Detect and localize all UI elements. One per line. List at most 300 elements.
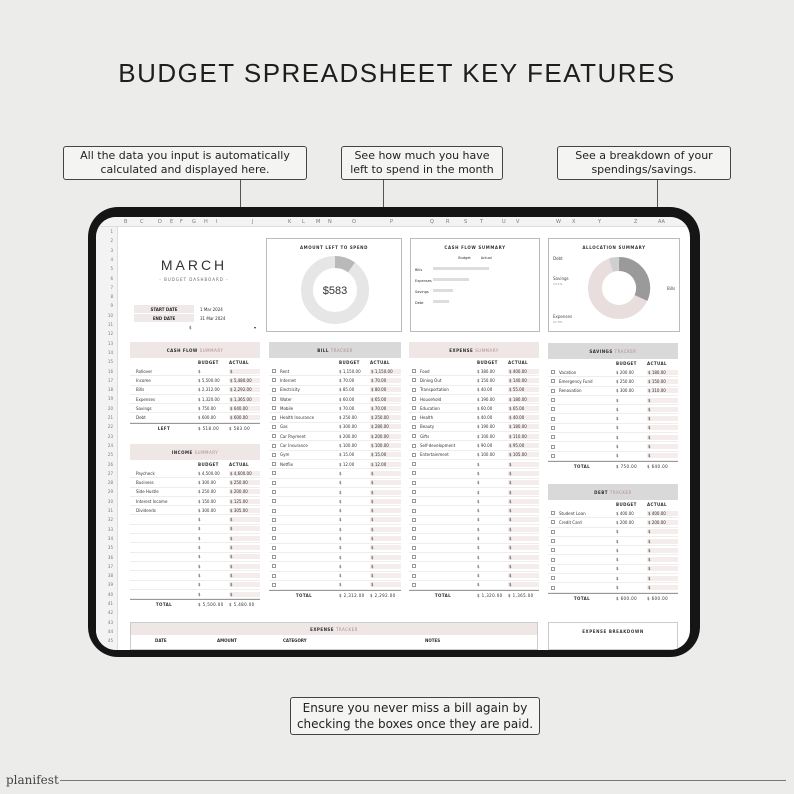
- row-actual[interactable]: $: [508, 545, 539, 550]
- currency-select[interactable]: $ ▾: [189, 324, 256, 330]
- row-actual[interactable]: $ 180.00: [508, 397, 539, 402]
- row-header[interactable]: 37: [107, 563, 113, 569]
- row-actual[interactable]: $: [647, 585, 678, 590]
- row-actual[interactable]: $ 4,600.00: [229, 471, 260, 476]
- row-actual[interactable]: $: [370, 499, 401, 504]
- column-header[interactable]: L: [302, 219, 305, 225]
- column-header[interactable]: T: [480, 219, 484, 225]
- row-actual[interactable]: $: [229, 582, 260, 587]
- row-budget[interactable]: $: [477, 563, 480, 569]
- row-header[interactable]: 8: [110, 294, 113, 300]
- row-actual[interactable]: $: [370, 555, 401, 560]
- paid-checkbox[interactable]: [551, 586, 555, 590]
- row-actual[interactable]: $ 40.00: [508, 415, 539, 420]
- paid-checkbox[interactable]: [551, 389, 555, 393]
- row-actual[interactable]: $ 1,365.00: [229, 397, 260, 402]
- row-actual[interactable]: $: [508, 490, 539, 495]
- paid-checkbox[interactable]: [551, 379, 555, 383]
- row-actual[interactable]: $ 95.00: [508, 443, 539, 448]
- row-actual[interactable]: $: [370, 545, 401, 550]
- paid-checkbox[interactable]: [272, 471, 276, 475]
- row-actual[interactable]: $: [370, 536, 401, 541]
- row-budget[interactable]: $: [477, 461, 480, 467]
- row-actual[interactable]: $: [647, 453, 678, 458]
- row-actual[interactable]: $: [370, 527, 401, 532]
- row-budget[interactable]: $ 100.00: [339, 443, 357, 449]
- row-actual[interactable]: $: [370, 582, 401, 587]
- row-budget[interactable]: $: [477, 480, 480, 486]
- paid-checkbox[interactable]: [272, 462, 276, 466]
- paid-checkbox[interactable]: [272, 546, 276, 550]
- row-actual[interactable]: $: [647, 539, 678, 544]
- row-budget[interactable]: $: [616, 416, 619, 422]
- row-actual[interactable]: $: [647, 435, 678, 440]
- row-actual[interactable]: $ 140.00: [508, 378, 539, 383]
- row-actual[interactable]: $: [370, 564, 401, 569]
- paid-checkbox[interactable]: [412, 453, 416, 457]
- row-actual[interactable]: $: [508, 480, 539, 485]
- row-header[interactable]: 2: [110, 238, 113, 244]
- row-header[interactable]: 13: [107, 340, 113, 346]
- paid-checkbox[interactable]: [272, 444, 276, 448]
- row-actual[interactable]: $: [229, 573, 260, 578]
- row-budget[interactable]: $: [198, 591, 201, 597]
- row-budget[interactable]: $: [477, 535, 480, 541]
- row-budget[interactable]: $ 40.00: [477, 387, 493, 393]
- row-name[interactable]: Health Insurance: [280, 415, 315, 421]
- row-budget[interactable]: $ 5,500.00: [198, 377, 220, 383]
- row-actual[interactable]: $ 110.00: [508, 434, 539, 439]
- row-name[interactable]: Car Insurance: [280, 443, 308, 449]
- row-budget[interactable]: $: [339, 498, 342, 504]
- paid-checkbox[interactable]: [551, 511, 555, 515]
- row-header[interactable]: 32: [107, 517, 113, 523]
- paid-checkbox[interactable]: [412, 471, 416, 475]
- column-header[interactable]: F: [180, 219, 183, 225]
- row-actual[interactable]: $: [508, 582, 539, 587]
- row-budget[interactable]: $: [616, 425, 619, 431]
- paid-checkbox[interactable]: [272, 425, 276, 429]
- row-budget[interactable]: $: [198, 526, 201, 532]
- row-budget[interactable]: $ 2,312.00: [198, 387, 220, 393]
- row-budget[interactable]: $ 300.00: [198, 507, 216, 513]
- row-actual[interactable]: $: [647, 548, 678, 553]
- row-actual[interactable]: $: [508, 471, 539, 476]
- paid-checkbox[interactable]: [412, 369, 416, 373]
- row-name[interactable]: Beauty: [420, 424, 435, 430]
- row-budget[interactable]: $: [477, 498, 480, 504]
- row-actual[interactable]: $ 2,292.00: [229, 387, 260, 392]
- end-date-field[interactable]: END DATE 31 Mar 2024: [134, 314, 260, 322]
- paid-checkbox[interactable]: [551, 576, 555, 580]
- row-actual[interactable]: $ 15.00: [370, 452, 401, 457]
- row-actual[interactable]: $: [647, 529, 678, 534]
- row-header[interactable]: 30: [107, 498, 113, 504]
- row-budget[interactable]: $ 60.00: [477, 405, 493, 411]
- row-budget[interactable]: $ 190.00: [477, 424, 495, 430]
- row-name[interactable]: Debt: [136, 415, 146, 421]
- row-budget[interactable]: $ 70.00: [339, 405, 355, 411]
- row-header[interactable]: 41: [107, 601, 113, 606]
- row-budget[interactable]: $: [477, 545, 480, 551]
- row-actual[interactable]: $ 1,150.00: [370, 369, 401, 374]
- row-budget[interactable]: $: [616, 444, 619, 450]
- paid-checkbox[interactable]: [551, 539, 555, 543]
- row-budget[interactable]: $ 85.00: [339, 387, 355, 393]
- row-name[interactable]: Credit Card: [559, 519, 582, 525]
- paid-checkbox[interactable]: [551, 370, 555, 374]
- paid-checkbox[interactable]: [412, 490, 416, 494]
- row-budget[interactable]: $: [616, 453, 619, 459]
- column-header[interactable]: AA: [658, 219, 665, 225]
- row-actual[interactable]: $: [229, 517, 260, 522]
- row-budget[interactable]: $: [616, 434, 619, 440]
- row-budget[interactable]: $: [198, 554, 201, 560]
- row-budget[interactable]: $: [339, 545, 342, 551]
- row-actual[interactable]: $: [370, 573, 401, 578]
- paid-checkbox[interactable]: [272, 378, 276, 382]
- paid-checkbox[interactable]: [551, 407, 555, 411]
- row-budget[interactable]: $ 250.00: [198, 489, 216, 495]
- column-header[interactable]: R: [446, 219, 450, 225]
- row-actual[interactable]: $: [229, 536, 260, 541]
- row-budget[interactable]: $ 250.00: [616, 378, 634, 384]
- paid-checkbox[interactable]: [412, 536, 416, 540]
- row-actual[interactable]: $: [508, 536, 539, 541]
- row-actual[interactable]: $ 600.00: [229, 415, 260, 420]
- paid-checkbox[interactable]: [412, 425, 416, 429]
- column-header[interactable]: V: [516, 219, 520, 225]
- row-actual[interactable]: $: [370, 471, 401, 476]
- row-actual[interactable]: $: [647, 566, 678, 571]
- row-actual[interactable]: $: [647, 576, 678, 581]
- row-actual[interactable]: $ 200.00: [370, 434, 401, 439]
- row-actual[interactable]: $: [647, 407, 678, 412]
- paid-checkbox[interactable]: [272, 536, 276, 540]
- paid-checkbox[interactable]: [412, 509, 416, 513]
- row-budget[interactable]: $: [616, 566, 619, 572]
- row-name[interactable]: Rollover: [136, 368, 153, 374]
- row-actual[interactable]: $ 200.00: [647, 520, 678, 525]
- paid-checkbox[interactable]: [412, 462, 416, 466]
- row-budget[interactable]: $ 200.00: [616, 519, 634, 525]
- row-header[interactable]: 6: [110, 275, 113, 281]
- paid-checkbox[interactable]: [551, 435, 555, 439]
- row-header[interactable]: 5: [110, 266, 113, 272]
- paid-checkbox[interactable]: [272, 406, 276, 410]
- row-name[interactable]: Food: [420, 368, 430, 374]
- row-name[interactable]: Water: [280, 396, 292, 402]
- row-actual[interactable]: $ 310.00: [647, 388, 678, 393]
- paid-checkbox[interactable]: [412, 378, 416, 382]
- row-actual[interactable]: $ 125.00: [229, 499, 260, 504]
- row-name[interactable]: Entertainment: [420, 452, 449, 458]
- row-header[interactable]: 45: [107, 638, 113, 644]
- row-actual[interactable]: $: [508, 564, 539, 569]
- row-name[interactable]: Business: [136, 479, 154, 485]
- start-date-field[interactable]: START DATE 1 Mar 2024: [134, 305, 260, 313]
- row-actual[interactable]: $ 400.00: [508, 369, 539, 374]
- row-actual[interactable]: $: [229, 369, 260, 374]
- row-actual[interactable]: $: [647, 557, 678, 562]
- row-header[interactable]: 26: [107, 461, 113, 467]
- row-budget[interactable]: $ 300.00: [616, 388, 634, 394]
- paid-checkbox[interactable]: [272, 490, 276, 494]
- paid-checkbox[interactable]: [551, 558, 555, 562]
- row-budget[interactable]: $: [339, 517, 342, 523]
- row-actual[interactable]: $ 65.00: [508, 406, 539, 411]
- row-header[interactable]: 42: [107, 610, 113, 616]
- row-name[interactable]: Interest Income: [136, 498, 168, 504]
- paid-checkbox[interactable]: [412, 583, 416, 587]
- row-name[interactable]: Car Payment: [280, 433, 306, 439]
- row-header[interactable]: 44: [107, 628, 113, 634]
- row-actual[interactable]: $ 305.00: [229, 508, 260, 513]
- row-name[interactable]: Emergency Fund: [559, 378, 593, 384]
- row-budget[interactable]: $ 100.00: [477, 433, 495, 439]
- row-budget[interactable]: $: [198, 517, 201, 523]
- row-actual[interactable]: $: [508, 462, 539, 467]
- row-header[interactable]: 20: [107, 405, 113, 411]
- row-name[interactable]: Dining Out: [420, 377, 442, 383]
- row-actual[interactable]: $ 250.00: [229, 480, 260, 485]
- row-actual[interactable]: $: [229, 564, 260, 569]
- row-actual[interactable]: $: [370, 480, 401, 485]
- row-actual[interactable]: $ 80.00: [370, 387, 401, 392]
- row-budget[interactable]: $ 60.00: [339, 396, 355, 402]
- paid-checkbox[interactable]: [272, 369, 276, 373]
- row-header[interactable]: 17: [107, 377, 113, 383]
- row-header[interactable]: 19: [107, 396, 113, 402]
- row-budget[interactable]: $ 300.00: [339, 424, 357, 430]
- column-header[interactable]: E: [170, 219, 174, 225]
- row-header[interactable]: 39: [107, 582, 113, 588]
- row-actual[interactable]: $: [508, 573, 539, 578]
- paid-checkbox[interactable]: [272, 481, 276, 485]
- paid-checkbox[interactable]: [412, 546, 416, 550]
- row-budget[interactable]: $ 4,500.00: [198, 470, 220, 476]
- row-budget[interactable]: $ 1,150.00: [339, 368, 361, 374]
- column-header[interactable]: J: [252, 219, 254, 225]
- row-actual[interactable]: $: [229, 554, 260, 559]
- row-actual[interactable]: $ 12.00: [370, 462, 401, 467]
- paid-checkbox[interactable]: [551, 398, 555, 402]
- row-budget[interactable]: $ 150.00: [477, 377, 495, 383]
- row-name[interactable]: Mobile: [280, 405, 294, 411]
- column-header[interactable]: Q: [430, 219, 434, 225]
- row-actual[interactable]: $: [508, 555, 539, 560]
- paid-checkbox[interactable]: [272, 434, 276, 438]
- row-budget[interactable]: $: [616, 575, 619, 581]
- row-budget[interactable]: $ 150.00: [198, 498, 216, 504]
- row-budget[interactable]: $: [477, 470, 480, 476]
- paid-checkbox[interactable]: [551, 567, 555, 571]
- row-header[interactable]: 16: [107, 368, 113, 374]
- row-budget[interactable]: $: [477, 517, 480, 523]
- paid-checkbox[interactable]: [551, 454, 555, 458]
- column-header[interactable]: P: [390, 219, 394, 225]
- paid-checkbox[interactable]: [412, 434, 416, 438]
- column-header[interactable]: I: [216, 219, 218, 225]
- row-name[interactable]: Expenses: [136, 396, 156, 402]
- row-actual[interactable]: $: [647, 416, 678, 421]
- paid-checkbox[interactable]: [272, 583, 276, 587]
- row-budget[interactable]: $: [477, 554, 480, 560]
- row-header[interactable]: 15: [107, 359, 113, 365]
- column-header[interactable]: W: [556, 219, 561, 225]
- paid-checkbox[interactable]: [412, 444, 416, 448]
- column-header[interactable]: N: [328, 219, 332, 225]
- row-budget[interactable]: $: [616, 529, 619, 535]
- row-actual[interactable]: $: [229, 592, 260, 597]
- row-name[interactable]: Health: [420, 415, 434, 421]
- row-name[interactable]: Renovation: [559, 388, 582, 394]
- row-header[interactable]: 31: [107, 508, 113, 513]
- paid-checkbox[interactable]: [551, 426, 555, 430]
- row-budget[interactable]: $ 190.00: [477, 396, 495, 402]
- paid-checkbox[interactable]: [412, 397, 416, 401]
- row-name[interactable]: Savings: [136, 405, 152, 411]
- row-budget[interactable]: $ 15.00: [339, 452, 355, 458]
- paid-checkbox[interactable]: [272, 388, 276, 392]
- row-name[interactable]: Netflix: [280, 461, 294, 467]
- row-name[interactable]: Gas: [280, 424, 288, 430]
- row-budget[interactable]: $: [339, 480, 342, 486]
- row-header[interactable]: 11: [107, 322, 113, 327]
- row-budget[interactable]: $: [616, 397, 619, 403]
- row-actual[interactable]: $ 640.00: [229, 406, 260, 411]
- row-budget[interactable]: $ 380.00: [477, 368, 495, 374]
- row-budget[interactable]: $: [477, 582, 480, 588]
- row-budget[interactable]: $: [198, 563, 201, 569]
- row-budget[interactable]: $: [339, 526, 342, 532]
- row-budget[interactable]: $: [339, 563, 342, 569]
- row-budget[interactable]: $: [339, 573, 342, 579]
- row-budget[interactable]: $ 300.00: [198, 479, 216, 485]
- row-header[interactable]: 7: [110, 284, 113, 290]
- row-actual[interactable]: $ 105.00: [508, 452, 539, 457]
- row-budget[interactable]: $: [198, 368, 201, 374]
- row-budget[interactable]: $: [477, 489, 480, 495]
- paid-checkbox[interactable]: [412, 574, 416, 578]
- column-header[interactable]: M: [316, 219, 321, 225]
- paid-checkbox[interactable]: [272, 397, 276, 401]
- row-budget[interactable]: $: [198, 582, 201, 588]
- row-header[interactable]: 34: [107, 535, 113, 541]
- column-header[interactable]: G: [192, 219, 196, 225]
- column-header[interactable]: X: [572, 219, 576, 225]
- paid-checkbox[interactable]: [412, 481, 416, 485]
- row-name[interactable]: Side Hustle: [136, 489, 159, 495]
- row-actual[interactable]: $: [229, 526, 260, 531]
- row-budget[interactable]: $ 90.00: [477, 443, 493, 449]
- row-budget[interactable]: $ 40.00: [477, 415, 493, 421]
- row-name[interactable]: Dividends: [136, 507, 156, 513]
- paid-checkbox[interactable]: [551, 530, 555, 534]
- row-budget[interactable]: $: [339, 582, 342, 588]
- row-actual[interactable]: $: [647, 398, 678, 403]
- row-name[interactable]: Paycheck: [136, 470, 155, 476]
- row-budget[interactable]: $: [339, 489, 342, 495]
- paid-checkbox[interactable]: [412, 564, 416, 568]
- row-name[interactable]: Vacation: [559, 369, 577, 375]
- row-actual[interactable]: $: [647, 425, 678, 430]
- column-header[interactable]: K: [288, 219, 292, 225]
- row-header[interactable]: 4: [110, 256, 113, 262]
- column-header[interactable]: H: [204, 219, 208, 225]
- paid-checkbox[interactable]: [551, 445, 555, 449]
- row-budget[interactable]: $: [616, 547, 619, 553]
- row-budget[interactable]: $ 1,320.00: [198, 396, 220, 402]
- row-name[interactable]: Bills: [136, 387, 145, 393]
- row-budget[interactable]: $: [616, 585, 619, 591]
- paid-checkbox[interactable]: [412, 555, 416, 559]
- row-name[interactable]: Income: [136, 377, 151, 383]
- row-budget[interactable]: $: [477, 526, 480, 532]
- row-actual[interactable]: $ 250.00: [370, 415, 401, 420]
- column-header[interactable]: Y: [598, 219, 602, 225]
- paid-checkbox[interactable]: [551, 520, 555, 524]
- row-name[interactable]: Rent: [280, 368, 290, 374]
- row-actual[interactable]: $: [370, 508, 401, 513]
- row-header[interactable]: 21: [107, 415, 113, 420]
- row-actual[interactable]: $ 65.00: [370, 397, 401, 402]
- row-actual[interactable]: $ 150.00: [647, 379, 678, 384]
- row-budget[interactable]: $: [198, 572, 201, 578]
- row-budget[interactable]: $ 70.00: [339, 377, 355, 383]
- row-actual[interactable]: $: [508, 508, 539, 513]
- row-name[interactable]: Transportation: [420, 387, 449, 393]
- row-budget[interactable]: $: [339, 535, 342, 541]
- row-header[interactable]: 29: [107, 489, 113, 495]
- row-header[interactable]: 1: [110, 229, 113, 234]
- row-header[interactable]: 24: [107, 442, 113, 448]
- row-header[interactable]: 33: [107, 526, 113, 532]
- row-budget[interactable]: $ 200.00: [616, 369, 634, 375]
- row-name[interactable]: Student Loan: [559, 510, 586, 516]
- row-header[interactable]: 14: [107, 349, 113, 355]
- paid-checkbox[interactable]: [272, 527, 276, 531]
- row-name[interactable]: Household: [420, 396, 442, 402]
- paid-checkbox[interactable]: [272, 499, 276, 503]
- row-header[interactable]: 22: [107, 424, 113, 430]
- row-budget[interactable]: $: [616, 538, 619, 544]
- column-header[interactable]: S: [464, 219, 468, 225]
- row-budget[interactable]: $ 200.00: [339, 433, 357, 439]
- paid-checkbox[interactable]: [412, 499, 416, 503]
- row-name[interactable]: Electricity: [280, 387, 300, 393]
- column-header[interactable]: C: [140, 219, 144, 225]
- paid-checkbox[interactable]: [551, 417, 555, 421]
- row-name[interactable]: Internet: [280, 377, 296, 383]
- row-actual[interactable]: $: [508, 527, 539, 532]
- paid-checkbox[interactable]: [272, 416, 276, 420]
- row-header[interactable]: 38: [107, 573, 113, 579]
- row-header[interactable]: 35: [107, 545, 113, 551]
- row-actual[interactable]: $: [508, 517, 539, 522]
- row-actual[interactable]: $: [229, 545, 260, 550]
- paid-checkbox[interactable]: [412, 406, 416, 410]
- row-header[interactable]: 3: [110, 247, 113, 253]
- row-actual[interactable]: $: [508, 499, 539, 504]
- row-actual[interactable]: $: [647, 444, 678, 449]
- row-budget[interactable]: $ 250.00: [339, 415, 357, 421]
- paid-checkbox[interactable]: [551, 548, 555, 552]
- row-actual[interactable]: $ 180.00: [508, 424, 539, 429]
- row-actual[interactable]: $ 5,480.00: [229, 378, 260, 383]
- row-budget[interactable]: $ 600.00: [198, 415, 216, 421]
- row-actual[interactable]: $: [370, 490, 401, 495]
